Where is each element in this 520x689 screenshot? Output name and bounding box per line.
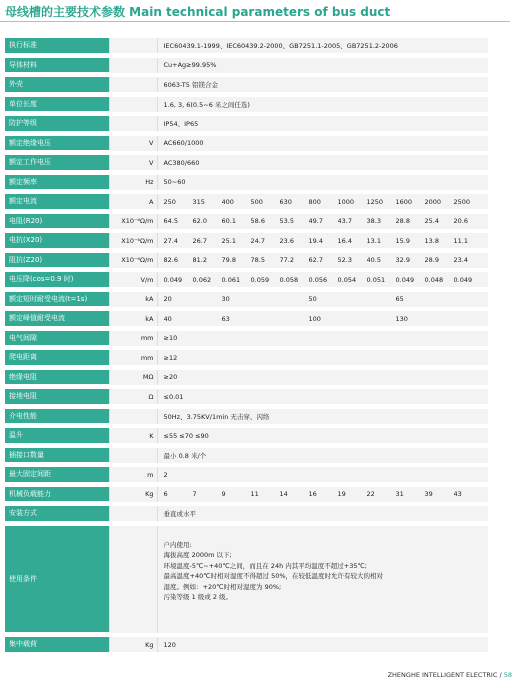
- page-footer: [388, 671, 512, 679]
- spec-row: [5, 292, 488, 307]
- param-value: ≤55 ≤70 ≤90: [157, 428, 488, 443]
- param-label: 额定短时耐受电流(t=1s): [5, 292, 109, 307]
- param-value: 1.6, 3, 6(0.5~6 米之间任选): [157, 97, 488, 112]
- param-label: 绝缘电阻: [5, 370, 109, 385]
- spec-row: [5, 448, 488, 463]
- footer-brand: ZHENGHE INTELLIGENT ELECTRIC /: [387, 671, 502, 679]
- spec-row: [5, 77, 488, 92]
- param-unit: [109, 58, 157, 73]
- spec-row: [5, 116, 488, 131]
- param-value: [157, 272, 488, 287]
- param-value: AC660/1000: [157, 136, 488, 151]
- value-cell: 23.6: [279, 236, 294, 245]
- spec-row: [5, 38, 488, 53]
- value-cell: 60.1: [221, 217, 236, 225]
- value-cell: 0.049: [453, 275, 473, 284]
- param-label: 单位长度: [5, 97, 109, 112]
- value-cell: [193, 295, 222, 303]
- spec-row: [5, 136, 488, 151]
- spec-row: [5, 58, 488, 73]
- value-cell: [425, 295, 454, 303]
- param-label: 执行标准: [5, 38, 109, 53]
- param-value: Cu+Ag≥99.95%: [157, 58, 488, 73]
- value-cell: 25.4: [424, 217, 439, 225]
- value-cell: 23.4: [453, 256, 468, 264]
- spec-row: [5, 175, 488, 190]
- param-label: 插接口数量: [5, 448, 109, 463]
- value-cell: 32.9: [395, 256, 410, 264]
- param-unit: [109, 448, 157, 463]
- param-value: 50Hz、3.75KV/1min 无击穿、闪络: [157, 409, 488, 424]
- param-value: [157, 292, 488, 307]
- param-label: 使用条件: [5, 526, 109, 633]
- value-cell: 43: [453, 490, 462, 498]
- param-value: 120: [157, 637, 488, 652]
- value-cell: 49.7: [308, 217, 323, 225]
- spec-row: [5, 97, 488, 112]
- param-unit: K: [109, 428, 157, 443]
- value-cell: [280, 295, 309, 303]
- param-label: 电气间隙: [5, 331, 109, 346]
- param-label: 阻抗(Z20): [5, 253, 109, 268]
- value-cell: 79.8: [221, 256, 236, 264]
- value-cell: [338, 295, 367, 303]
- spec-row: [5, 233, 488, 248]
- param-unit: [109, 116, 157, 131]
- condition-line: 环境温度-5℃~+40℃之间，而且在 24h 内其平均温度不超过+35℃;: [163, 561, 367, 570]
- page-title: 母线槽的主要技术参数 Main technical parameters of bus duct: [5, 5, 391, 19]
- value-cell: 62.0: [192, 217, 207, 225]
- value-cell: 26.7: [192, 236, 207, 245]
- value-cell: 1000: [337, 197, 355, 206]
- value-cell: 130: [395, 314, 408, 323]
- spec-row: [5, 214, 488, 229]
- param-value: [157, 253, 488, 268]
- param-value: [157, 214, 488, 229]
- param-unit: A: [109, 194, 157, 209]
- value-cell: 39: [424, 490, 433, 498]
- value-cell: 2000: [424, 197, 442, 206]
- param-unit: MΩ: [109, 370, 157, 385]
- param-label: 防护等级: [5, 116, 109, 131]
- value-cell: 500: [250, 197, 263, 206]
- param-unit: [109, 526, 157, 633]
- param-unit: Ω: [109, 389, 157, 404]
- param-label: 导体材料: [5, 58, 109, 73]
- value-cell: 25.1: [221, 236, 236, 245]
- param-value: 50~60: [157, 175, 488, 190]
- value-cell: [251, 295, 280, 303]
- value-cell: 7: [192, 490, 197, 498]
- value-cell: 0.049: [395, 275, 415, 284]
- param-unit: [109, 409, 157, 424]
- value-cell: 40.5: [366, 256, 381, 264]
- param-value: IP54、IP65: [157, 116, 488, 131]
- value-cell: 0.049: [163, 275, 183, 284]
- value-cell: 0.048: [424, 275, 444, 284]
- param-unit: X10⁻⁶Ω/m: [109, 233, 157, 248]
- param-unit: Kg: [109, 637, 157, 652]
- condition-line: 海拔高度 2000m 以下;: [163, 551, 232, 559]
- param-unit: [109, 38, 157, 53]
- value-cell: 81.2: [192, 256, 207, 264]
- spec-row: [5, 506, 488, 521]
- param-unit: V/m: [109, 272, 157, 287]
- param-value: 2: [157, 467, 488, 482]
- value-cell: [251, 315, 280, 323]
- spec-row: [5, 389, 488, 404]
- value-cell: 82.6: [163, 256, 178, 264]
- value-cell: 315: [192, 197, 205, 206]
- value-cell: 0.058: [279, 275, 299, 284]
- param-unit: m: [109, 467, 157, 482]
- spec-row: [5, 370, 488, 385]
- spec-row: [5, 467, 488, 482]
- param-label: 接地电阻: [5, 389, 109, 404]
- param-label: 额定峰值耐受电流: [5, 311, 109, 326]
- spec-row: [5, 272, 488, 287]
- param-value: [157, 311, 488, 326]
- value-cell: 52.3: [337, 256, 352, 264]
- value-cell: 24.7: [250, 236, 265, 245]
- param-label: 爬电距离: [5, 350, 109, 365]
- value-cell: 58.6: [250, 217, 265, 225]
- param-value: [157, 526, 488, 633]
- param-unit: kA: [109, 292, 157, 307]
- param-label: 电阻(R20): [5, 214, 109, 229]
- param-label: 电压降(cos=0.9 时): [5, 272, 109, 287]
- value-cell: 16: [308, 490, 317, 498]
- value-cell: 6: [163, 490, 168, 498]
- value-cell: 0.061: [221, 275, 241, 284]
- value-cell: 78.5: [250, 256, 265, 264]
- value-cell: 14: [279, 490, 288, 498]
- param-value: ≥20: [157, 370, 488, 385]
- value-cell: 31: [395, 490, 404, 498]
- value-cell: [454, 315, 481, 323]
- value-cell: 0.056: [308, 275, 328, 284]
- value-cell: 19: [337, 490, 346, 498]
- value-cell: 9: [221, 490, 226, 498]
- condition-line: 最高温度+40℃时相对湿度不得超过 50%，在较低温度时允许有较大的相对: [163, 572, 384, 580]
- param-label: 电抗(X20): [5, 233, 109, 248]
- value-cell: 15.9: [395, 236, 410, 245]
- spec-row: [5, 331, 488, 346]
- value-cell: 13.1: [366, 236, 381, 245]
- value-cell: 1600: [395, 197, 413, 206]
- value-cell: 22: [366, 490, 375, 498]
- spec-row: [5, 428, 488, 443]
- value-cell: 19.4: [308, 236, 323, 245]
- value-cell: 11: [250, 490, 259, 498]
- param-label: 额定电流: [5, 194, 109, 209]
- param-label: 安装方式: [5, 506, 109, 521]
- value-cell: 20.6: [453, 217, 468, 225]
- param-value: AC380/660: [157, 155, 488, 170]
- param-value: ≤0.01: [157, 389, 488, 404]
- spec-row: [5, 409, 488, 424]
- value-cell: 400: [221, 197, 234, 206]
- param-unit: [109, 77, 157, 92]
- param-value: ≥10: [157, 331, 488, 346]
- value-cell: 800: [308, 197, 321, 206]
- spec-row: [5, 155, 488, 170]
- value-cell: 62.7: [308, 256, 323, 264]
- param-value: [157, 233, 488, 248]
- value-cell: [338, 315, 367, 323]
- value-cell: 43.7: [337, 217, 352, 225]
- value-cell: 0.054: [337, 275, 357, 284]
- spec-row: [5, 637, 488, 652]
- param-label: 额定绝缘电压: [5, 136, 109, 151]
- value-cell: 28.9: [424, 256, 439, 264]
- value-cell: 77.2: [279, 256, 294, 264]
- value-cell: 64.5: [163, 217, 178, 225]
- value-cell: 250: [163, 197, 176, 206]
- param-value: ≥12: [157, 350, 488, 365]
- param-label: 介电性能: [5, 409, 109, 424]
- param-value: 6063-T5 铝镁合金: [157, 77, 488, 92]
- param-unit: mm: [109, 350, 157, 365]
- param-value: [157, 194, 488, 209]
- param-value: 最小 0.8 米/个: [157, 448, 488, 463]
- value-cell: 2500: [453, 197, 471, 206]
- spec-row: [5, 253, 488, 268]
- param-unit: kA: [109, 311, 157, 326]
- param-unit: [109, 97, 157, 112]
- value-cell: 27.4: [163, 236, 178, 245]
- param-value: IEC60439.1-1999、IEC60439.2-2000、GB7251.1-2005、GB7251.2-2006: [157, 38, 488, 53]
- param-label: 最大固定间距: [5, 467, 109, 482]
- spec-table: [5, 38, 488, 653]
- param-unit: X10⁻⁶Ω/m: [109, 214, 157, 229]
- value-cell: 38.3: [366, 217, 381, 225]
- spec-row: [5, 526, 488, 633]
- value-cell: 100: [308, 314, 321, 323]
- title-divider: [0, 21, 510, 22]
- param-unit: [109, 506, 157, 521]
- value-cell: [367, 315, 396, 323]
- value-cell: 13.8: [424, 236, 439, 245]
- value-cell: 16.4: [337, 236, 352, 245]
- spec-row: [5, 194, 488, 209]
- value-cell: 0.062: [192, 275, 212, 284]
- condition-line: 户内使用:: [163, 540, 192, 549]
- condition-line: 湿度。例如：+20℃时相对湿度为 90%;: [163, 582, 282, 591]
- value-cell: [454, 295, 481, 303]
- param-value: [157, 487, 488, 502]
- param-unit: V: [109, 136, 157, 151]
- value-cell: 30: [221, 295, 230, 303]
- param-label: 外壳: [5, 77, 109, 92]
- value-cell: [367, 295, 396, 303]
- value-cell: [425, 315, 454, 323]
- value-cell: 0.051: [366, 275, 386, 284]
- condition-line: 污染等级 1 级或 2 级。: [163, 593, 233, 601]
- param-unit: V: [109, 155, 157, 170]
- value-cell: [280, 315, 309, 323]
- param-label: 额定频率: [5, 175, 109, 190]
- param-label: 机械负载能力: [5, 487, 109, 502]
- param-label: 集中载荷: [5, 637, 109, 652]
- value-cell: 65: [395, 295, 404, 303]
- param-value: 垂直或水平: [157, 506, 488, 521]
- value-cell: 11.1: [453, 236, 468, 245]
- value-cell: 1250: [366, 197, 384, 206]
- value-cell: 50: [308, 295, 317, 303]
- value-cell: 630: [279, 197, 292, 206]
- value-cell: 53.5: [279, 217, 294, 225]
- param-unit: Hz: [109, 175, 157, 190]
- param-label: 额定工作电压: [5, 155, 109, 170]
- spec-row: [5, 350, 488, 365]
- value-cell: 40: [163, 314, 172, 323]
- value-cell: 0.059: [250, 275, 270, 284]
- value-cell: 28.8: [395, 217, 410, 225]
- param-unit: X10⁻⁶Ω/m: [109, 253, 157, 268]
- param-label: 温升: [5, 428, 109, 443]
- value-cell: 20: [163, 295, 172, 303]
- value-cell: [193, 315, 222, 323]
- param-unit: Kg: [109, 487, 157, 502]
- value-cell: 63: [221, 314, 230, 323]
- page-number: 58: [503, 671, 512, 679]
- param-unit: mm: [109, 331, 157, 346]
- spec-row: [5, 487, 488, 502]
- spec-row: [5, 311, 488, 326]
